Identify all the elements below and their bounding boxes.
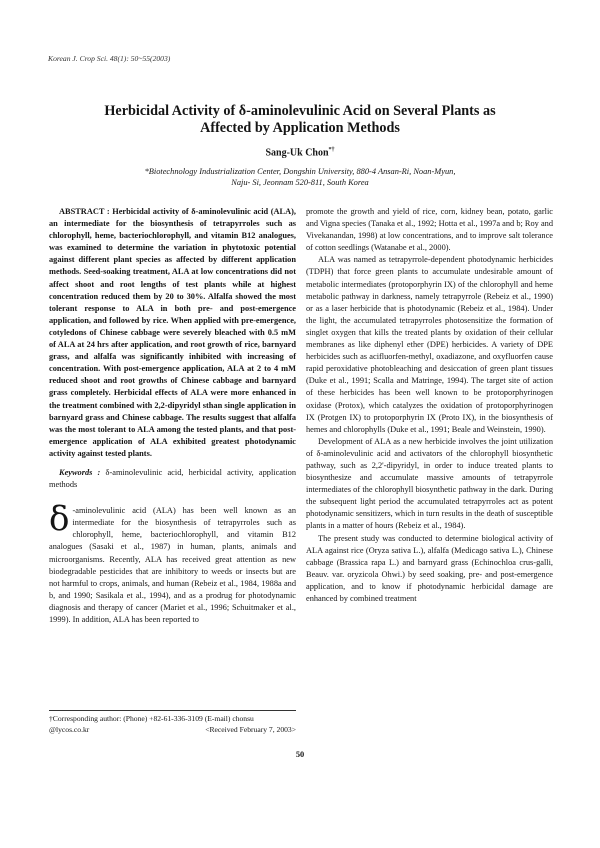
- paragraph-3: Development of ALA as a new herbicide involves the joint utilization of δ-aminolevulinic acid and activators of the chlorophyll biosynthetic pathway, such as 2,2'-dipyridyl, in order to induce treated plants to biosynthesize and accumulate massive amounts of tetrapyrrole intermediates of the chlorophyll biosynthetic pathway in the dark. During the subsequent light period the accumulated tetrapyrroles act as potent photodynamic sensitizers, which in turn results in the death of susceptible plants in a matter of hours (Rebeiz et al., 1984).: [306, 436, 553, 531]
- drop-cap: δ: [49, 499, 70, 540]
- paragraph-1: promote the growth and yield of rice, corn, kidney bean, potato, garlic and Vigna species (Tanaka et al., 1992; Hotta et al., 1997a and b; Roy and Vivekanandan, 1998) at low concentrations, and to improve salt tolerance of cotton seedlings (Watanabe et al., 2000).: [306, 207, 553, 253]
- page-number: 50: [295, 750, 305, 759]
- abstract: ABSTRACT : Herbicidal activity of δ-aminolevulinic acid (ALA), an intermediate for the biosynthesis of tetrapyrroles such as chlorophyll, heme, bacteriochlorophyll, and vitamin B12 analogues, was examined to determine the variation in phytotoxic potential against different plant species as affected by different application methods. Seed-soaking treatment, ALA at low concentrations did not affect shoot and root lengths of test plants while at highest concentration reduced them by 20 to 30%. Alfalfa showed the most tolerant response to ALA in both pre- and post-emergence application, and followed by rice. When applied with pre-emergence, cotyledons of Chinese cabbage were severely bleached with 0.5 mM of ALA at 24 hrs after application, and root growth of rice, barnyard grass, and alfalfa was significantly inhibited with increasing of concentration. With post-emergence application, ALA at 2 to 4 mM reduced shoot and root growths of Chinese cabbage and barnyard grass completely. Herbicidal effects of ALA were more enhanced in the treatment combined with 2,2-dipyridyl sthan single application in barnyard grass and Chinese cabbage. The results suggest that alfalfa was the most tolerant to ALA among the tested plants, and that post-emergence application of ALA exhibited greatest photodynamic activity against tested plants.: [49, 207, 296, 458]
- intro-paragraph: [49, 499, 296, 626]
- footnote-email: @lycos.co.kr: [49, 724, 90, 734]
- intro-text: -aminolevulinic acid (ALA) has been well known as an intermediate for the biosynthesis of tetrapyrroles such as chlorophyll, heme, bacteriochlorophyll, and vitamin B12 analogues (Sasaki et al., 1987) in human, plants, animals and microorganisms. Recently, ALA has received great attention as new biodegradable pesticides that are inhibitory to weeds or insects but are not harmful to crops, animals, and human (Rebeiz et al., 1984, 1988a and b, and 1990; Sasikala et al., 1994), and as a prodrug for photodynamic diagnosis and therapy of cancer (Mariet et al., 1996; Schuitmaker et al., 1999). In addition, ALA has been reported to: [49, 506, 296, 624]
- right-column: [306, 206, 553, 605]
- title-line-1: Herbicidal Activity of δ-aminolevulinic Acid on Several Plants as: [104, 103, 496, 119]
- keywords-text: δ-aminolevulinic acid, herbicidal activity, application methods: [49, 467, 296, 490]
- author-text: Sang-Uk Chon: [265, 147, 329, 159]
- author-name: [60, 147, 540, 158]
- title-line-2: Affected by Application Methods: [200, 120, 400, 136]
- journal-citation: Korean J. Crop Sci. 48(1): 50~55(2003): [48, 54, 171, 63]
- left-column: [49, 206, 296, 626]
- paper-title: [60, 103, 540, 137]
- footnote: [49, 710, 296, 735]
- received-date: <Received February 7, 2003>: [205, 724, 296, 734]
- author-mark: *†: [328, 147, 335, 153]
- keywords: [49, 467, 296, 491]
- footnote-line-1: †Corresponding author: (Phone) +82-61-336-3109 (E-mail) chonsu: [49, 714, 254, 723]
- affiliation-line-1: *Biotechnology Industrialization Center, Dongshin University, 880-4 Ansan-Ri, Noan-Myun,: [144, 167, 456, 176]
- footnote-line-2: [49, 725, 296, 736]
- footnote-rule: [49, 710, 296, 711]
- paragraph-4: The present study was conducted to determine biological activity of ALA against rice (Oryza sativa L.), alfalfa (Medicago sativa L.), Chinese cabbage (Brassica rapa L.) and barnyard grass (Echinochloa crus-galli, Beauv. var. oryzicola Ohwi.) by seed soaking, pre- and post-emergence application, and to know if photodynamic herbicidal damage are enhanced by combined treatment: [306, 533, 553, 603]
- paragraph-2: ALA was named as tetrapyrrole-dependent photodynamic herbicides (TDPH) that force green plants to accumulate undesirable amount of metabolic intermediates (protoporphyrin IX) of the chlorophyll and heme metabolic pathway in darkness, namely tetrapyrrole (Rebeiz et al., 1990) or as a laser herbicide that is photodynamic (Rebeiz et al., 1984). Under the light, the accumulated tetrapyrroles photosensitize the formation of singlet oxygen that kills the treated plants by oxidation of their cellular membranes as like diphenyl ether (DPE) herbicides. A variety of DPE herbicides such as acifluorfen-methyl, oxadiazone, and oxyfluorfen cause rapid peroxidative photobleaching and desiccation of green plant tissues (Duke et al., 1991; Scalla and Matringe, 1994). The target site of action of these herbicides has been well known to be protoporphyrinogen oxidase (Protox), which catalyzes the oxidation of protoporphyrinogen IX (Protgen IX) to protoporphyrin IX (Proto IX), in the biosynthesis of hemes and chlorophylls (Duke et al., 1991; Beale and Weinstein, 1990).: [306, 255, 553, 434]
- affiliation: [90, 166, 510, 188]
- affiliation-line-2: Naju- Si, Jeonnam 520-811, South Korea: [231, 178, 369, 187]
- keywords-label: Keywords :: [59, 467, 101, 477]
